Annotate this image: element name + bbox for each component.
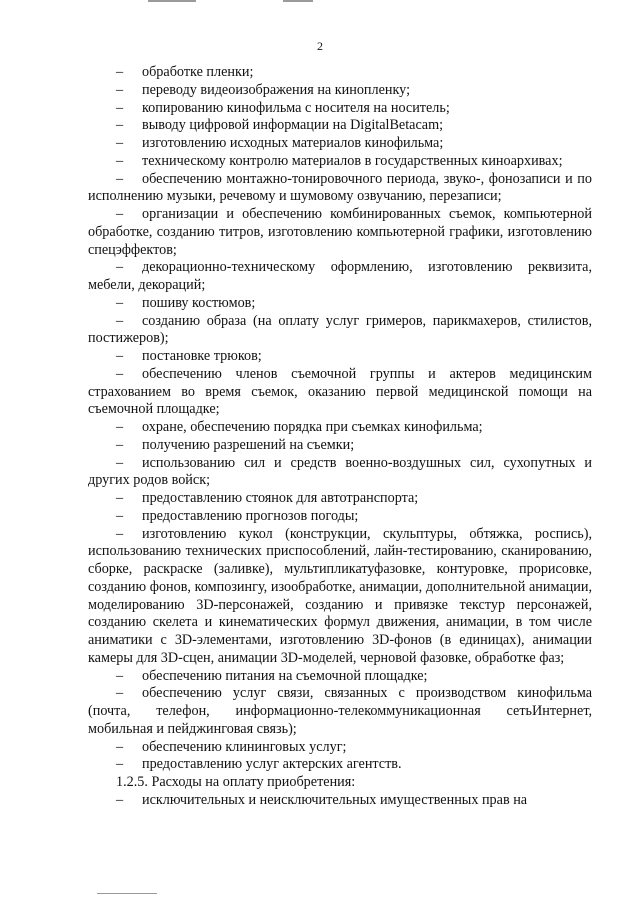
- dash-marker: –: [116, 525, 124, 542]
- list-item: [88, 419, 592, 437]
- dash-marker: –: [116, 259, 124, 276]
- list-item: [88, 135, 592, 153]
- list-item-text: обработке пленки;: [142, 64, 254, 80]
- section-heading: [88, 774, 592, 792]
- list-item-text: обеспечению членов съемочной группы и актеров медицинским страхованием во время съемок, оказанию первой медицинской помощи на съемочной площадке;: [88, 365, 592, 418]
- list-item-text: изготовлению исходных материалов кинофильма;: [142, 135, 444, 151]
- list-item: [88, 668, 592, 686]
- scan-mark-left: [148, 0, 196, 2]
- list-item: [88, 259, 592, 295]
- dash-marker: –: [116, 117, 124, 134]
- dash-marker: –: [116, 99, 124, 116]
- list-item-text: копированию кинофильма с носителя на носитель;: [142, 99, 450, 116]
- list-item: [88, 206, 592, 259]
- dash-marker: –: [116, 667, 124, 684]
- list-item-text: созданию образа (на оплату услуг гримеров, парикмахеров, стилистов, постижеров);: [88, 312, 592, 347]
- list-item-text: пошиву костюмов;: [142, 294, 256, 311]
- dash-marker: –: [116, 507, 124, 524]
- list-item-text: обеспечению питания на съемочной площадке;: [142, 667, 428, 684]
- list-item: [88, 526, 592, 668]
- dash-marker: –: [116, 436, 124, 453]
- list-item: [88, 64, 592, 82]
- list-item: [88, 100, 592, 118]
- list-item-text: предоставлению прогнозов погоды;: [142, 507, 359, 524]
- dash-marker: –: [116, 81, 124, 98]
- dash-marker: –: [116, 135, 124, 151]
- list-item: [88, 490, 592, 508]
- list-item-text: предоставлению стоянок для автотранспорта;: [142, 490, 419, 506]
- document-body: [88, 64, 592, 810]
- list-item-text: техническому контролю материалов в государственных киноархивах;: [142, 152, 563, 169]
- dash-marker: –: [116, 419, 124, 435]
- list-item-text: обеспечению услуг связи, связанных с производством кинофильма (почта, телефон, информационно-телекоммуникационная сетьИнтернет, мобильная и пейджинговая связь);: [88, 685, 592, 737]
- dash-marker: –: [116, 756, 124, 773]
- list-item: [88, 437, 592, 455]
- list-item: [88, 756, 592, 774]
- page-number: 2: [317, 39, 323, 53]
- list-item: [88, 348, 592, 366]
- list-item-text: переводу видеоизображения на кинопленку;: [142, 81, 411, 98]
- list-item-text: 1.2.5. Расходы на оплату приобретения:: [116, 774, 356, 790]
- dash-marker: –: [116, 152, 124, 169]
- list-item-text: предоставлению услуг актерских агентств.: [142, 756, 402, 773]
- list-item-text: выводу цифровой информации на DigitalBetacam;: [142, 117, 444, 134]
- list-item: [88, 171, 592, 207]
- list-item-text: обеспечению монтажно-тонировочного периода, звуко-, фонозаписи и по исполнению музыки, речевому и шумовому озвучанию, перезаписи;: [88, 170, 592, 205]
- dash-marker: –: [116, 738, 124, 755]
- list-item-text: декорационно-техническому оформлению, изготовлению реквизита, мебели, декораций;: [88, 259, 592, 293]
- list-item: [88, 117, 592, 135]
- list-item: [88, 313, 592, 349]
- list-item-text: получению разрешений на съемки;: [142, 436, 355, 453]
- dash-marker: –: [116, 791, 124, 808]
- list-item: [88, 739, 592, 757]
- footer-rule: [97, 893, 157, 894]
- dash-marker: –: [116, 64, 124, 80]
- dash-marker: –: [116, 365, 124, 382]
- dash-marker: –: [116, 348, 124, 364]
- list-item: [88, 792, 592, 810]
- list-item: [88, 295, 592, 313]
- dash-marker: –: [116, 312, 124, 329]
- list-item-text: организации и обеспечению комбинированных съемок, компьютерной обработке, созданию титров, изготовлению компьютерной графики, изготовлению спецэффектов;: [88, 206, 592, 258]
- list-item-text: изготовлению кукол (конструкции, скульптуры, обтяжка, роспись), использованию технических приспособлений, лайн-тестированию, сканированию, сборке, раскраске (заливке), мультипликатуфазовке, контуровке, прорисовке, созданию фонов, композингу, изообработке, анимации, дополнительной анимации, моделированию 3D-персонажей, созданию и привязке текстур персонажей, созданию скелета и кинематических формул движения, анимации, в том числе аниматики с 3D-элементами, изготовлению 3D-фонов (в единицах), анимации камеры для 3D-сцен, анимации 3D-моделей, черновой фазовке, обработке фаз;: [88, 525, 592, 666]
- list-item: [88, 366, 592, 419]
- dash-marker: –: [116, 170, 124, 187]
- list-item-text: исключительных и неисключительных имущественных прав на: [142, 791, 528, 808]
- list-item: [88, 82, 592, 100]
- scan-mark-right: [283, 0, 313, 2]
- list-item-text: постановке трюков;: [142, 348, 262, 364]
- list-item: [88, 508, 592, 526]
- dash-marker: –: [116, 685, 124, 702]
- list-item: [88, 153, 592, 171]
- dash-marker: –: [116, 454, 124, 471]
- list-item-text: использованию сил и средств военно-воздушных сил, сухопутных и других родов войск;: [88, 454, 592, 489]
- list-item-text: охране, обеспечению порядка при съемках кинофильма;: [142, 419, 483, 435]
- dash-marker: –: [116, 206, 124, 222]
- list-item-text: обеспечению клининговых услуг;: [142, 738, 347, 755]
- dash-marker: –: [116, 490, 124, 506]
- list-item: [88, 455, 592, 491]
- dash-marker: –: [116, 294, 124, 311]
- list-item: [88, 685, 592, 738]
